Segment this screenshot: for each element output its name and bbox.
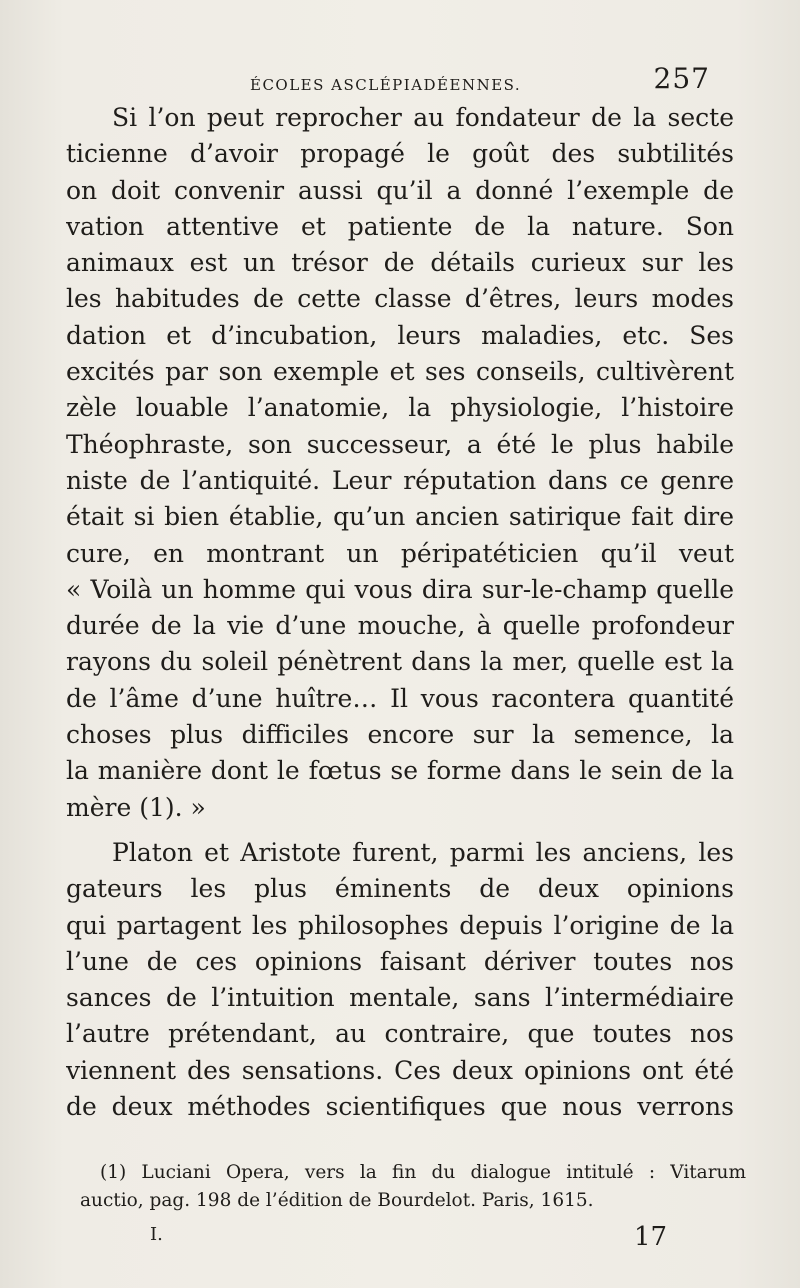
text-line: « Voilà un homme qui vous dira sur-le-champ quelle xyxy=(66,574,734,604)
body-text xyxy=(66,100,734,1125)
text-line: qui partagent les philosophes depuis l’origine de la xyxy=(66,910,734,940)
text-line-last: mère (1). » xyxy=(66,792,206,822)
text-line: viennent des sensations. Ces deux opinions ont été xyxy=(66,1055,734,1085)
text-line: de deux méthodes scientifiques que nous verrons xyxy=(66,1092,734,1122)
text-line: les habitudes de cette classe d’êtres, leurs modes xyxy=(66,284,734,314)
text-line: cure, en montrant un péripatéticien qu’il veut xyxy=(66,538,734,568)
text-line: Platon et Aristote furent, parmi les anciens, les xyxy=(112,837,734,867)
paragraph-1 xyxy=(66,100,734,826)
paragraph-2 xyxy=(66,835,734,1125)
text-line: Théophraste, son successeur, a été le plus habile xyxy=(66,429,734,459)
text-line: zèle louable l’anatomie, la physiologie, l’histoire xyxy=(66,393,734,423)
running-head: ÉCOLES ASCLÉPIADÉENNES. xyxy=(250,76,522,94)
text-line: animaux est un trésor de détails curieux sur les xyxy=(66,248,734,278)
text-line: excités par son exemple et ses conseils, cultivèrent xyxy=(66,357,734,387)
page-number: 257 xyxy=(653,62,710,95)
footnote-line: (1) Luciani Opera, vers la fin du dialogue intitulé : Vitarum xyxy=(100,1162,746,1183)
text-line: Si l’on peut reprocher au fondateur de la secte xyxy=(112,103,734,132)
footnote-line: auctio, pag. 198 de l’édition de Bourdelot. Paris, 1615. xyxy=(80,1190,594,1211)
footnote xyxy=(80,1159,746,1215)
text-line: gateurs les plus éminents de deux opinions xyxy=(66,874,734,904)
text-line: sances de l’intuition mentale, sans l’intermédiaire xyxy=(66,983,734,1013)
text-line: on doit convenir aussi qu’il a donné l’exemple de xyxy=(66,175,734,205)
text-line: niste de l’antiquité. Leur réputation dans ce genre xyxy=(66,465,734,495)
text-line: ticienne d’avoir propagé le goût des subtilités xyxy=(66,139,734,169)
text-line: dation et d’incubation, leurs maladies, etc. Ses xyxy=(66,320,734,350)
text-line: l’autre prétendant, au contraire, que toutes nos xyxy=(66,1019,734,1049)
text-line: était si bien établie, qu’un ancien satirique fait dire xyxy=(66,502,734,532)
text-line: vation attentive et patiente de la nature. Son xyxy=(66,211,734,241)
text-line: la manière dont le fœtus se forme dans le sein de la xyxy=(66,756,734,786)
sheet-number: 17 xyxy=(634,1222,668,1252)
text-line: choses plus difficiles encore sur la semence, la xyxy=(66,720,734,750)
text-line: rayons du soleil pénètrent dans la mer, quelle est la xyxy=(66,647,734,677)
text-line: durée de la vie d’une mouche, à quelle profondeur xyxy=(66,611,734,641)
text-line: de l’âme d’une huître… Il vous racontera quantité xyxy=(66,683,734,713)
page-header xyxy=(60,62,740,98)
signature-mark: I. xyxy=(150,1224,163,1245)
text-line: l’une de ces opinions faisant dériver toutes nos xyxy=(66,946,734,976)
